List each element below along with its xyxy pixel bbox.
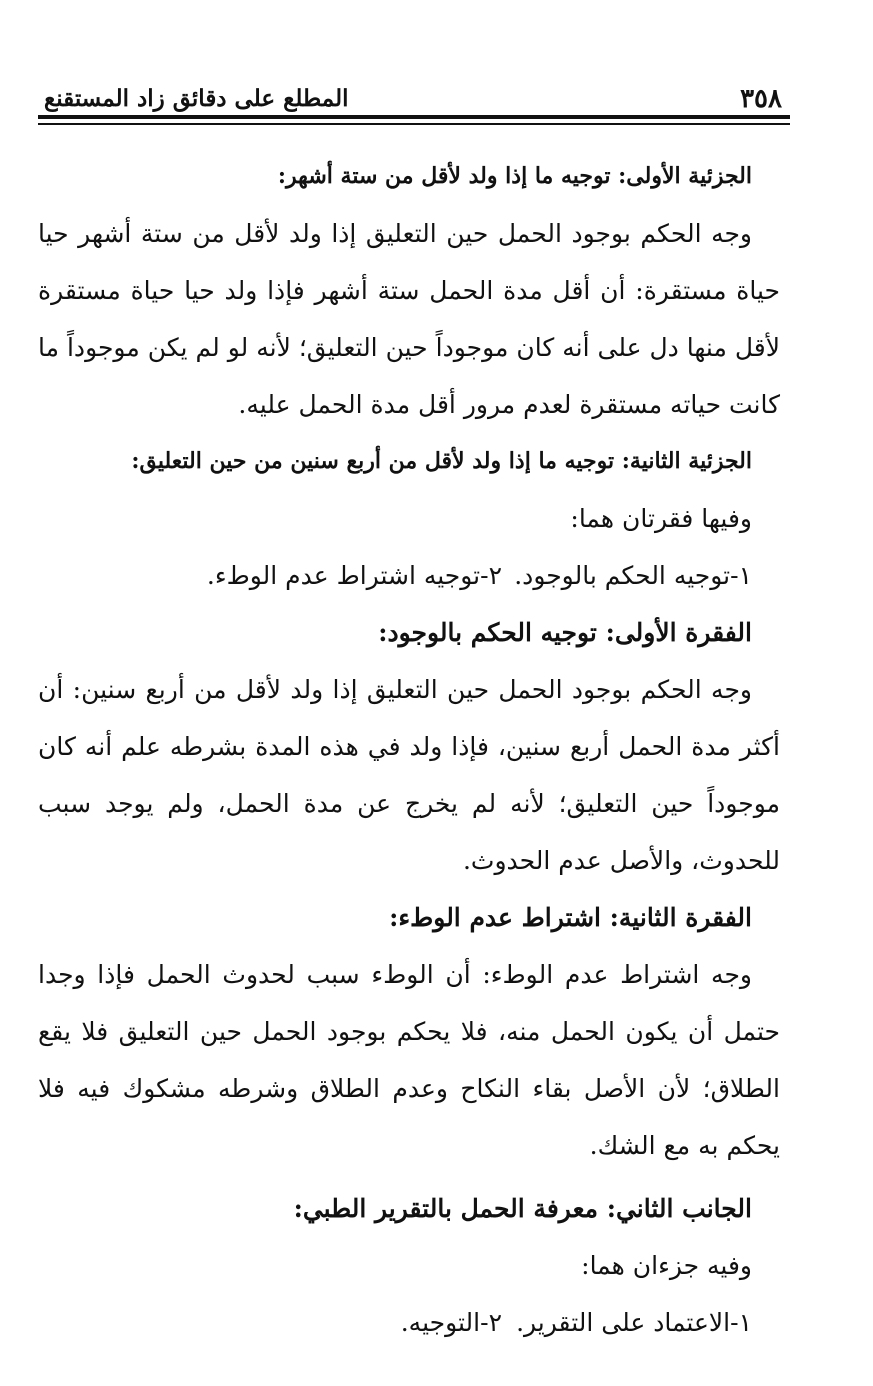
section-heading-part1: الجزئية الأولى: توجيه ما إذا ولد لأقل من ستة أشهر: [277,163,752,189]
running-title: المطلع على دقائق زاد المستقنع [44,85,349,112]
list-item-1: ١-الاعتماد على التقرير. [516,1308,752,1337]
list-item-2: ٢-توجيه اشتراط عدم الوطء. [206,561,502,590]
list-item-1: ١-توجيه الحكم بالوجود. [514,561,752,590]
intro-part2: وفيها فقرتان هما: [570,504,752,533]
paragraph-part1: وجه الحكم بوجود الحمل حين التعليق إذا ولد لأقل من ستة أشهر حيا حياة مستقرة: أن أقل مدة الحمل ستة أشهر فإذا ولد حيا حياة مستقرة لأقل منها دل على أنه كان موجوداً حين التعليق؛ لأنه لو لم يكن موجوداً ما كانت حياته مستقرة لعدم مرور أقل مدة الحمل عليه. [38,219,780,419]
page-body [38,148,780,1351]
section-heading-paragraph1: الفقرة الأولى: توجيه الحكم بالوجود: [378,618,752,647]
page-number: ٣٥٨ [740,84,782,114]
intro-medical-report: وفيه جزءان هما: [581,1251,752,1280]
section-heading-part2: الجزئية الثانية: توجيه ما إذا ولد لأقل من أربع سنين من حين التعليق: [131,448,752,474]
list-medical-report [38,1294,780,1351]
section-heading-medical-report: الجانب الثاني: معرفة الحمل بالتقرير الطبي: [293,1194,752,1223]
page-header [38,86,790,112]
section-heading-paragraph2: الفقرة الثانية: اشتراط عدم الوطء: [389,903,752,932]
header-rule-thick [38,115,790,119]
list-part2 [38,547,780,604]
header-rule-thin [38,123,790,125]
paragraph-no-intercourse: وجه اشتراط عدم الوطء: أن الوطء سبب لحدوث الحمل فإذا وجدا حتمل أن يكون الحمل منه، فلا يحكم بوجود الحمل حين التعليق فلا يقع الطلاق؛ لأن الأصل بقاء النكاح وعدم الطلاق وشرطه مشكوك فيه فلا يحكم به مع الشك. [38,960,780,1160]
paragraph-existence: وجه الحكم بوجود الحمل حين التعليق إذا ولد لأقل من أربع سنين: أن أكثر مدة الحمل أربع سنين، فإذا ولد في هذه المدة بشرطه علم أنه كان موجوداً حين التعليق؛ لأنه لم يخرج عن مدة الحمل، ولم يوجد سبب للحدوث، والأصل عدم الحدوث. [38,675,780,875]
list-item-2: ٢-التوجيه. [400,1308,502,1337]
